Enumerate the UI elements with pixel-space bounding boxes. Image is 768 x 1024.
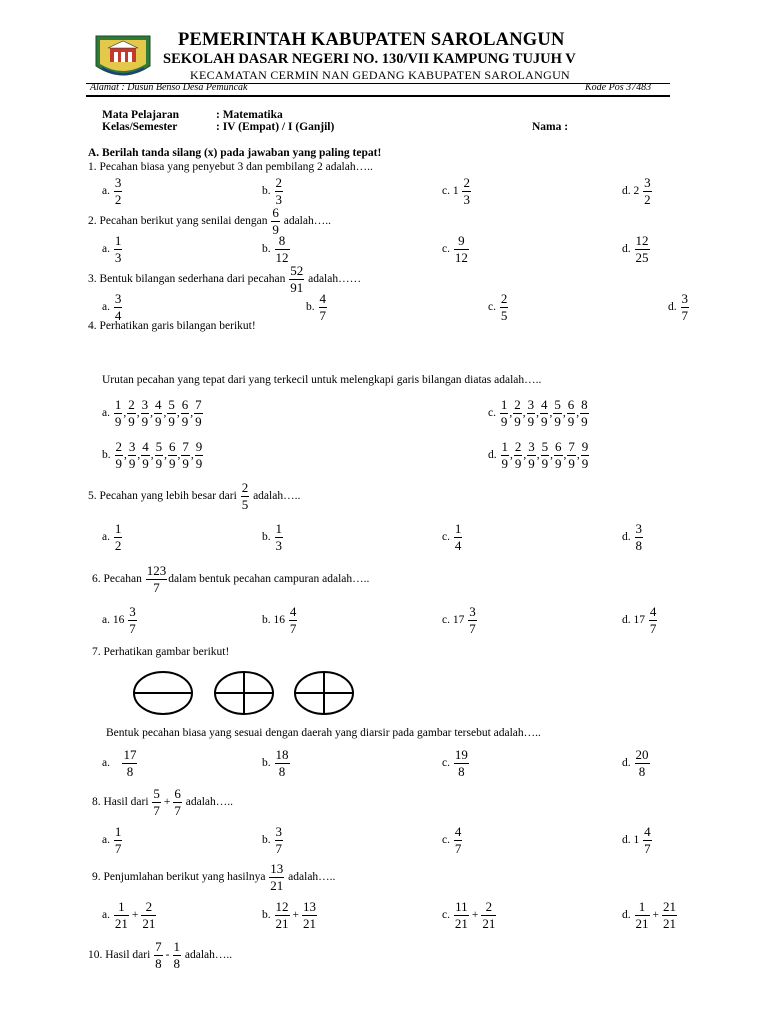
q9-a-fraction-1: $\frac{1}{21}$ xyxy=(114,899,128,931)
q8-fraction-2: $\frac{6}{7}$ xyxy=(174,786,181,818)
circle-2 xyxy=(215,672,273,714)
q9-b-fraction-2: $\frac{13}{21}$ xyxy=(303,899,316,931)
q4-separator: , xyxy=(136,407,140,420)
q4-a-label: a. xyxy=(102,407,110,420)
q4-separator: , xyxy=(150,449,154,462)
q4-option-d[interactable] xyxy=(488,440,590,470)
q4-separator: , xyxy=(576,407,580,420)
q4-b-fraction: $\frac{2}{9}$ xyxy=(115,439,122,471)
q2-option-b[interactable]: b. $\frac{8}{12}$ xyxy=(262,233,289,265)
q1-a-label: a. xyxy=(102,185,110,198)
q1-d-label: d. 2 xyxy=(622,185,640,198)
q4-c-fraction: $\frac{3}{9}$ xyxy=(527,397,535,429)
q4-c-fraction: $\frac{1}{9}$ xyxy=(500,397,508,429)
q2-option-a[interactable]: a. $\frac{1}{3}$ xyxy=(102,233,122,265)
q4-a-fraction: $\frac{4}{9}$ xyxy=(154,397,162,429)
q7-text: 7. Perhatikan gambar berikut! xyxy=(92,646,230,658)
q6-text: 6. Pecahan $\frac{123}{7}$ dalam bentuk pecahan campuran adalah….. xyxy=(92,563,370,595)
q3-c-fraction: $\frac{2}{5}$ xyxy=(500,291,508,323)
q10-text: 10. Hasil dari $\frac{7}{8}$ - $\frac{1}{8}$ adalah….. xyxy=(88,939,233,971)
q4-separator: , xyxy=(536,407,539,420)
circle-1 xyxy=(134,672,192,714)
q4-d-fraction: $\frac{7}{9}$ xyxy=(568,439,575,471)
q8-c-fraction: $\frac{4}{7}$ xyxy=(454,824,462,856)
q4-a-fraction: $\frac{2}{9}$ xyxy=(128,397,135,429)
q4-c-fraction: $\frac{6}{9}$ xyxy=(567,397,575,429)
q3-a-fraction: $\frac{3}{4}$ xyxy=(114,291,122,323)
q6-option-d[interactable]: d. 17 $\frac{4}{7}$ xyxy=(622,604,657,636)
q6-fraction: $\frac{123}{7}$ xyxy=(146,563,167,595)
q6-d-fraction: $\frac{4}{7}$ xyxy=(649,604,657,636)
q7-option-d[interactable]: d. $\frac{20}{8}$ xyxy=(622,747,649,779)
q5-d-fraction: $\frac{3}{8}$ xyxy=(635,521,642,553)
q2-option-c[interactable]: c. $\frac{9}{12}$ xyxy=(442,233,468,265)
q1-text: 1. Pecahan biasa yang penyebut 3 dan pembilang 2 adalah….. xyxy=(88,161,373,173)
q3-d-fraction: $\frac{3}{7}$ xyxy=(681,291,688,323)
subject-label: Mata Pelajaran xyxy=(102,109,179,121)
q4-separator: , xyxy=(163,407,167,420)
q5-a-fraction: $\frac{1}{2}$ xyxy=(114,521,122,553)
q4-d-fraction: $\frac{6}{9}$ xyxy=(555,439,562,471)
q4-a-fraction: $\frac{7}{9}$ xyxy=(195,397,202,429)
q4-separator: , xyxy=(523,449,527,462)
q9-option-d[interactable]: d. $\frac{1}{21}$ + $\frac{21}{21}$ xyxy=(622,899,676,931)
q4-separator: , xyxy=(510,449,513,462)
q4-separator: , xyxy=(164,449,167,462)
q4-option-c[interactable] xyxy=(488,398,590,428)
q1-option-d[interactable] xyxy=(622,176,653,206)
q8-option-d[interactable]: d. 1 $\frac{4}{7}$ xyxy=(622,824,651,856)
q2-a-fraction: $\frac{1}{3}$ xyxy=(114,233,122,265)
q4-separator: , xyxy=(124,449,127,462)
q8-text: 8. Hasil dari $\frac{5}{7}$ + $\frac{6}{7}$ adalah….. xyxy=(92,786,234,818)
q4-d-fraction: $\frac{9}{9}$ xyxy=(581,439,589,471)
q7-d-fraction: $\frac{20}{8}$ xyxy=(635,747,649,779)
q9-d-fraction-2: $\frac{21}{21}$ xyxy=(663,899,676,931)
q4-separator: , xyxy=(562,407,566,420)
q4-separator: , xyxy=(549,407,553,420)
q4-d-fraction: $\frac{1}{9}$ xyxy=(501,439,508,471)
q7-sub: Bentuk pecahan biasa yang sesuai dengan daerah yang diarsir pada gambar tersebut adalah….. xyxy=(106,727,541,739)
q5-fraction: $\frac{2}{5}$ xyxy=(241,480,249,512)
q4-separator: , xyxy=(509,407,513,420)
q4-separator: , xyxy=(190,449,194,462)
q2-option-d[interactable]: d. $\frac{12}{25}$ xyxy=(622,233,649,265)
q2-d-fraction: $\frac{12}{25}$ xyxy=(635,233,649,265)
q3-b-fraction: $\frac{4}{7}$ xyxy=(319,291,326,323)
q1-d-fraction: $\frac{3}{2}$ xyxy=(644,175,651,207)
q4-text: 4. Perhatikan garis bilangan berikut! xyxy=(88,320,256,332)
header-title-1: PEMERINTAH KABUPATEN SAROLANGUN xyxy=(178,30,565,50)
q5-option-c[interactable]: c. $\frac{1}{4}$ xyxy=(442,521,462,553)
q2-fraction: $\frac{6}{9}$ xyxy=(272,205,279,237)
q9-option-a[interactable]: a. $\frac{1}{21}$ + $\frac{2}{21}$ xyxy=(102,899,156,931)
q9-option-c[interactable]: c. $\frac{11}{21}$ + $\frac{2}{21}$ xyxy=(442,899,496,931)
q9-c-fraction-2: $\frac{2}{21}$ xyxy=(482,899,496,931)
q4-d-fraction: $\frac{2}{9}$ xyxy=(514,439,522,471)
q4-c-fraction: $\frac{8}{9}$ xyxy=(581,397,588,429)
q4-separator: , xyxy=(177,449,181,462)
q1-a-fraction: $\frac{3}{2}$ xyxy=(114,175,122,207)
circle-3 xyxy=(295,672,353,714)
q1-c-label: c. 1 xyxy=(442,185,459,198)
q4-a-fraction: $\frac{1}{9}$ xyxy=(114,397,122,429)
subject-value: : Matematika xyxy=(216,109,283,121)
q8-option-b[interactable]: b. $\frac{3}{7}$ xyxy=(262,824,282,856)
q4-option-b[interactable] xyxy=(102,440,204,470)
q4-c-fraction: $\frac{2}{9}$ xyxy=(514,397,521,429)
q4-a-fraction: $\frac{5}{9}$ xyxy=(168,397,175,429)
q2-text: 2. Pecahan berikut yang senilai dengan $\frac{6}{9}$ adalah….. xyxy=(88,205,331,237)
class-value: : IV (Empat) / I (Ganjil) xyxy=(216,121,335,133)
q5-c-fraction: $\frac{1}{4}$ xyxy=(454,521,462,553)
q1-option-b[interactable] xyxy=(262,176,284,206)
q9-option-b[interactable]: b. $\frac{12}{21}$ + $\frac{13}{21}$ xyxy=(262,899,316,931)
q8-option-c[interactable]: c. $\frac{4}{7}$ xyxy=(442,824,462,856)
q6-option-c[interactable]: c. 17 $\frac{3}{7}$ xyxy=(442,604,476,636)
q3-option-a[interactable]: a. $\frac{3}{4}$ xyxy=(102,291,122,323)
q4-separator: , xyxy=(550,449,553,462)
q1-b-label: b. xyxy=(262,185,271,198)
q4-b-fraction: $\frac{3}{9}$ xyxy=(128,439,136,471)
q4-separator: , xyxy=(150,407,153,420)
q3-option-b[interactable]: b. $\frac{4}{7}$ xyxy=(306,291,326,323)
q1-b-fraction: $\frac{2}{3}$ xyxy=(275,175,282,207)
q3-option-d[interactable]: d. $\frac{3}{7}$ xyxy=(668,291,688,323)
q6-c-fraction: $\frac{3}{7}$ xyxy=(469,604,476,636)
q4-c-fraction: $\frac{5}{9}$ xyxy=(554,397,561,429)
q4-d-fraction: $\frac{5}{9}$ xyxy=(541,439,549,471)
q3-option-c[interactable]: c. $\frac{2}{5}$ xyxy=(488,291,508,323)
header-rule-bottom xyxy=(86,95,670,97)
q7-option-b[interactable]: b. $\frac{18}{8}$ xyxy=(262,747,289,779)
address: Alamat : Dusun Benso Desa Pemuncak xyxy=(90,82,248,93)
q9-fraction: $\frac{13}{21}$ xyxy=(270,861,284,893)
q7-b-fraction: $\frac{18}{8}$ xyxy=(275,747,289,779)
q2-b-fraction: $\frac{8}{12}$ xyxy=(275,233,289,265)
q4-b-fraction: $\frac{6}{9}$ xyxy=(169,439,176,471)
section-a-instruction: A. Berilah tanda silang (x) pada jawaban yang paling tepat! xyxy=(88,147,382,159)
q6-a-fraction: $\frac{3}{7}$ xyxy=(129,604,136,636)
q4-separator: , xyxy=(563,449,567,462)
q7-figure xyxy=(132,670,362,716)
q8-option-a[interactable]: a. $\frac{1}{7}$ xyxy=(102,824,122,856)
q4-c-fraction: $\frac{4}{9}$ xyxy=(540,397,548,429)
q5-option-b[interactable]: b. $\frac{1}{3}$ xyxy=(262,521,282,553)
q4-b-fraction: $\frac{4}{9}$ xyxy=(142,439,149,471)
q7-c-fraction: $\frac{19}{8}$ xyxy=(454,747,468,779)
q4-separator: , xyxy=(522,407,526,420)
q8-d-fraction: $\frac{4}{7}$ xyxy=(644,824,651,856)
q4-separator: , xyxy=(190,407,194,420)
q4-b-fraction: $\frac{9}{9}$ xyxy=(195,439,203,471)
q3-text: 3. Bentuk bilangan sederhana dari pecahan $\frac{52}{91}$ adalah…… xyxy=(88,263,362,295)
q7-option-a[interactable]: a. $\frac{17}{8}$ xyxy=(102,747,137,779)
q4-b-fraction: $\frac{5}{9}$ xyxy=(155,439,163,471)
q4-b-fraction: $\frac{7}{9}$ xyxy=(182,439,189,471)
q5-option-d[interactable]: d. $\frac{3}{8}$ xyxy=(622,521,642,553)
q6-option-b[interactable]: b. 16 $\frac{4}{7}$ xyxy=(262,604,297,636)
q2-c-fraction: $\frac{9}{12}$ xyxy=(454,233,468,265)
q10-fraction-1: $\frac{7}{8}$ xyxy=(155,939,162,971)
school-logo xyxy=(90,32,156,82)
postcode: Kode Pos 37483 xyxy=(585,82,652,93)
q9-text: 9. Penjumlahan berikut yang hasilnya $\frac{13}{21}$ adalah….. xyxy=(92,861,336,893)
q4-separator: , xyxy=(536,449,540,462)
q5-b-fraction: $\frac{1}{3}$ xyxy=(275,521,282,553)
header-title-3: KECAMATAN CERMIN NAN GEDANG KABUPATEN SAROLANGUN xyxy=(190,68,571,82)
q9-d-fraction-1: $\frac{1}{21}$ xyxy=(635,899,649,931)
q4-b-label: b. xyxy=(102,449,111,462)
q4-a-fraction: $\frac{3}{9}$ xyxy=(141,397,149,429)
q9-b-fraction-1: $\frac{12}{21}$ xyxy=(275,899,289,931)
q4-separator: , xyxy=(576,449,580,462)
header-title-2: SEKOLAH DASAR NEGERI NO. 130/VII KAMPUNG TUJUH V xyxy=(163,51,576,67)
q7-a-fraction: $\frac{17}{8}$ xyxy=(123,747,137,779)
q1-option-c[interactable] xyxy=(442,176,472,206)
q8-a-fraction: $\frac{1}{7}$ xyxy=(114,824,122,856)
q4-separator: , xyxy=(137,449,141,462)
q6-b-fraction: $\frac{4}{7}$ xyxy=(289,604,297,636)
q8-fraction-1: $\frac{5}{7}$ xyxy=(153,786,160,818)
q1-c-fraction: $\frac{2}{3}$ xyxy=(463,175,470,207)
q10-fraction-2: $\frac{1}{8}$ xyxy=(173,939,180,971)
q4-separator: , xyxy=(176,407,180,420)
q4-sub: Urutan pecahan yang tepat dari yang terkecil untuk melengkapi garis bilangan diatas adalah….. xyxy=(102,374,542,386)
q5-option-a[interactable]: a. $\frac{1}{2}$ xyxy=(102,521,122,553)
q7-option-c[interactable]: c. $\frac{19}{8}$ xyxy=(442,747,468,779)
q4-d-label: d. xyxy=(488,449,497,462)
q4-a-fraction: $\frac{6}{9}$ xyxy=(181,397,189,429)
q4-separator: , xyxy=(123,407,127,420)
q3-fraction: $\frac{52}{91}$ xyxy=(290,263,304,295)
q9-a-fraction-2: $\frac{2}{21}$ xyxy=(142,899,156,931)
name-label: Nama : xyxy=(532,121,569,133)
q4-c-label: c. xyxy=(488,407,496,420)
q5-text: 5. Pecahan yang lebih besar dari $\frac{2}{5}$ adalah….. xyxy=(88,480,301,512)
q4-option-a[interactable] xyxy=(102,398,204,428)
q8-b-fraction: $\frac{3}{7}$ xyxy=(275,824,282,856)
class-label: Kelas/Semester xyxy=(102,121,178,133)
q1-option-a[interactable] xyxy=(102,176,123,206)
q9-c-fraction-1: $\frac{11}{21}$ xyxy=(454,899,468,931)
q6-option-a[interactable]: a. 16 $\frac{3}{7}$ xyxy=(102,604,136,636)
q4-d-fraction: $\frac{3}{9}$ xyxy=(528,439,535,471)
